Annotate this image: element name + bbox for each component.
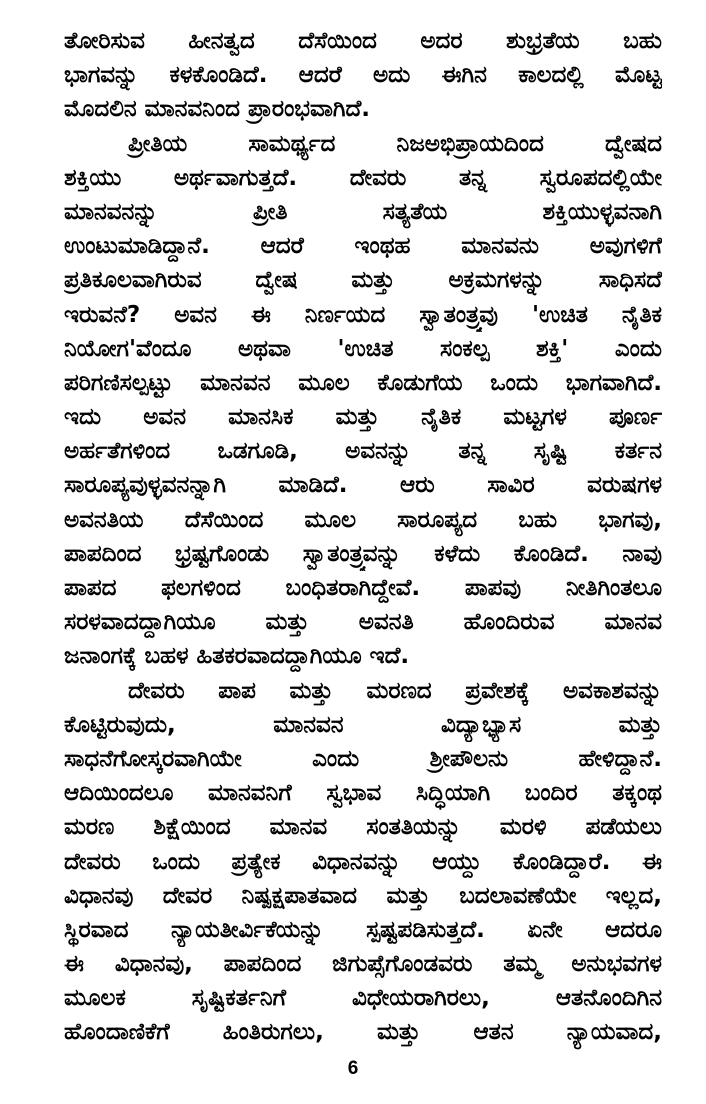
text-line: ಆದಿಯಿಂದಲೂ ಮಾನವನಿಗೆ ಸ್ವಭಾವ ಸಿದ್ಧಿಯಾಗಿ ಬಂದಿರ ತಕ್ಕಂಥ — [64, 780, 662, 807]
text-line: ಭಾಗವನ್ನು ಕಳಕೊಂಡಿದೆ. ಆದರೆ ಅದು ಈಗಿನ ಕಾಲದಲ್ಲಿ ಮೊಟ್ಟ — [64, 62, 662, 89]
text-line: ಹೊಂದಾಣಿಕೆಗೆ ಹಿಂತಿರುಗಲು, ಮತ್ತು ಆತನ ನ್ಯಾಯವಾದ, — [64, 1019, 662, 1046]
text-line: ಸರಳವಾದದ್ದಾಗಿಯೂ ಮತ್ತು ಅವನತಿ ಹೊಂದಿರುವ ಮಾನವ — [64, 609, 662, 636]
paragraph-first-line: ಪ್ರೀತಿಯ ಸಾಮರ್ಥ್ಯದ ನಿಜಅಭಿಪ್ರಾಯದಿಂದ ದ್ವೇಷದ — [128, 130, 662, 157]
text-line: ಮೂಲಕ ಸೃಷ್ಟಿಕರ್ತನಿಗೆ ವಿಧೇಯರಾಗಿರಲು, ಆತನೊಂದಿಗಿನ — [64, 985, 662, 1012]
text-line: ಅವನತಿಯ ದೆಸೆಯಿಂದ ಮೂಲ ಸಾರೂಪ್ಯದ ಬಹು ಭಾಗವು, — [64, 506, 662, 533]
text-line: ವಿಧಾನವು ದೇವರ ನಿಷ್ಪಕ್ಷಪಾತವಾದ ಮತ್ತು ಬದಲಾವಣೆಯೇ ಇಲ್ಲದ, — [64, 882, 662, 909]
text-line: ದೇವರು ಒಂದು ಪ್ರತ್ಯೇಕ ವಿಧಾನವನ್ನು ಆಯ್ದು ಕೊಂಡಿದ್ದಾರೆ. ಈ — [64, 848, 662, 875]
text-line: ಅರ್ಹತೆಗಳಿಂದ ಒಡಗೂಡಿ, ಅವನನ್ನು ತನ್ನ ಸೃಷ್ಟಿ ಕರ್ತನ — [64, 438, 662, 465]
text-line: ಸ್ಥಿರವಾದ ನ್ಯಾಯತೀರ್ವಿಕೆಯನ್ನು ಸ್ಪಷ್ಟಪಡಿಸುತ್ತದೆ. ಏನೇ ಆದರೂ — [64, 916, 662, 943]
text-line: ಉಂಟುಮಾಡಿದ್ದಾನೆ. ಆದರೆ ಇಂಥಹ ಮಾನವನು ಅವುಗಳಿಗೆ — [64, 233, 662, 260]
text-line: ಈ ವಿಧಾನವು, ಪಾಪದಿಂದ ಜಿಗುಪ್ಸೆಗೊಂಡವರು ತಮ್ಮ ಅನುಭವಗಳ — [64, 951, 662, 978]
text-line: ಮೊದಲಿನ ಮಾನವನಿಂದ ಪ್ರಾರಂಭವಾಗಿದೆ. — [64, 96, 370, 123]
text-line: ಪಾಪದಿಂದ ಭ್ರಷ್ಟಗೊಂಡು ಸ್ವಾತಂತ್ರ್ಯವನ್ನು ಕಳೆದು ಕೊಂಡಿದೆ. ನಾವು — [64, 540, 662, 567]
text-line: ಪರಿಗಣಿಸಲ್ಪಟ್ಟು ಮಾನವನ ಮೂಲ ಕೊಡುಗೆಯ ಒಂದು ಭಾಗವಾಗಿದೆ. — [64, 369, 662, 396]
text-line: ಶಕ್ತಿಯು ಅರ್ಥವಾಗುತ್ತದೆ. ದೇವರು ತನ್ನ ಸ್ವರೂಪದಲ್ಲಿಯೇ — [64, 164, 662, 191]
text-line: ಪಾಪದ ಫಲಗಳಿಂದ ಬಂಧಿತರಾಗಿದ್ದೇವೆ. ಪಾಪವು ನೀತಿಗಿಂತಲೂ — [64, 575, 662, 601]
text-line: ಜನಾಂಗಕ್ಕೆ ಬಹಳ ಹಿತಕರವಾದದ್ದಾಗಿಯೂ ಇದೆ. — [64, 643, 410, 670]
text-line: ಪ್ರತಿಕೂಲವಾಗಿರುವ ದ್ವೇಷ ಮತ್ತು ಅಕ್ರಮಗಳನ್ನು ಸಾಧಿಸದೆ — [64, 267, 662, 294]
text-line: ಇರುವನೆ? ಅವನ ಈ ನಿರ್ಣಯದ ಸ್ವಾತಂತ್ರ್ಯವು 'ಉಚಿತ ನೈತಿಕ — [64, 301, 662, 328]
body-text — [64, 24, 662, 1050]
page-number: 6 — [347, 1058, 359, 1079]
text-line: ನಿಯೋಗ'ವೆಂದೂ ಅಥವಾ 'ಉಚಿತ ಸಂಕಲ್ಪ ಶಕ್ತಿ' ಎಂದು — [64, 335, 662, 362]
text-line: ಕೊಟ್ಟಿರುವುದು, ಮಾನವನ ವಿದ್ಯಾಭ್ಯಾಸ ಮತ್ತು — [64, 711, 662, 738]
text-line: ಇದು ಅವನ ಮಾನಸಿಕ ಮತ್ತು ನೈತಿಕ ಮಟ್ಟಗಳ ಪೂರ್ಣ — [64, 404, 662, 431]
paragraph-first-line: ದೇವರು ಪಾಪ ಮತ್ತು ಮರಣದ ಪ್ರವೇಶಕ್ಕೆ ಅವಕಾಶವನ್ನು — [128, 677, 662, 704]
text-line: ಸಾರೂಪ್ಯವುಳ್ಳವನನ್ನಾಗಿ ಮಾಡಿದೆ. ಆರು ಸಾವಿರ ವರುಷಗಳ — [64, 472, 662, 499]
text-line: ತೋರಿಸುವ ಹೀನತ್ವದ ದೆಸೆಯಿಂದ ಅದರ ಶುಭ್ರತೆಯ ಬಹು — [64, 28, 662, 54]
text-line: ಸಾಧನೆಗೋಸ್ಕರವಾಗಿಯೇ ಎಂದು ಶ್ರೀಪೌಲನು ಹೇಳಿದ್ದಾನೆ. — [64, 745, 662, 772]
text-line: ಮಾನವನನ್ನು ಪ್ರೀತಿ ಸತ್ಯತೆಯ ಶಕ್ತಿಯುಳ್ಳವನಾಗಿ — [64, 198, 662, 225]
text-line: ಮರಣ ಶಿಕ್ಷೆಯಿಂದ ಮಾನವ ಸಂತತಿಯನ್ನು ಮರಳಿ ಪಡೆಯಲು — [64, 814, 662, 841]
